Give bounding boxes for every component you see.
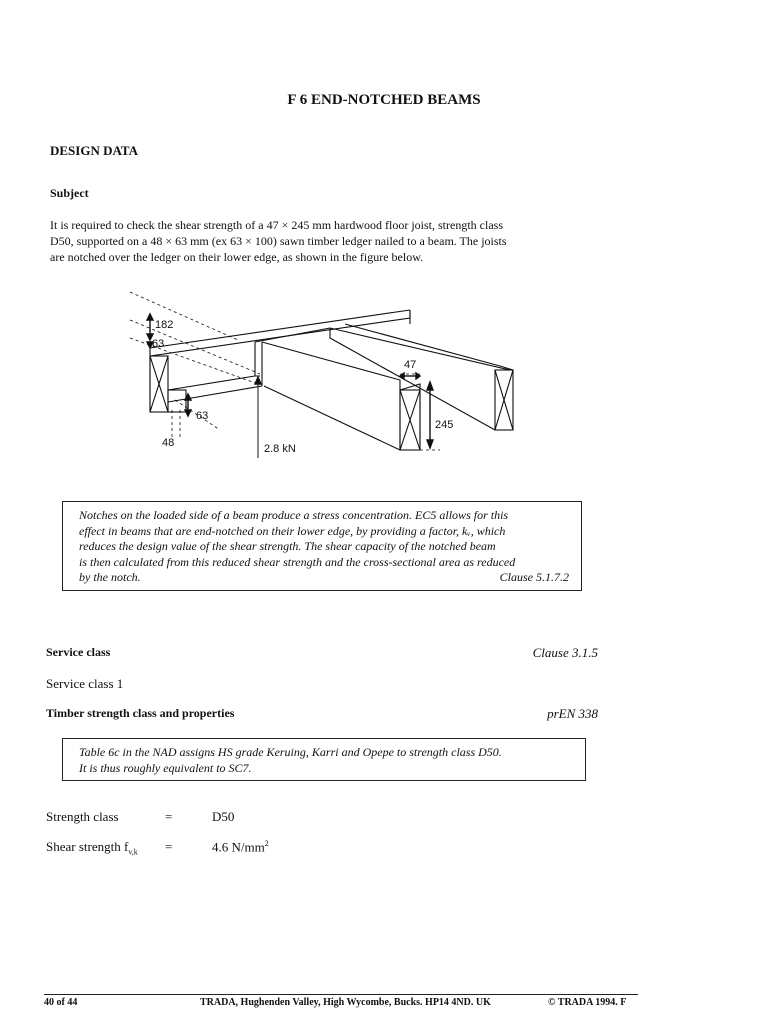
subject-line: are notched over the ledger on their lower edge, as shown in the figure below.	[50, 250, 424, 264]
subject-line: D50, supported on a 48 × 63 mm (ex 63 × 100) sawn timber ledger nailed to a beam. The joists	[50, 234, 507, 248]
dim-63-top-label: 63	[152, 338, 165, 350]
note-last-row	[79, 570, 569, 586]
shear-strength-value	[212, 839, 269, 855]
dim-245-label: 245	[435, 419, 454, 431]
note-line: effect in beams that are end-notched on their lower edge, by providing a factor, kᵥ, which	[79, 523, 506, 538]
subject-paragraph	[50, 217, 610, 265]
timber-note-line: Table 6c in the NAD assigns HS grade Keruing, Karri and Opepe to strength class D50.	[79, 745, 502, 759]
dim-47-label: 47	[404, 359, 417, 371]
shear-strength-sup: 2	[264, 839, 269, 848]
timber-ref: prEN 338	[547, 706, 598, 721]
design-data-heading: DESIGN DATA	[50, 143, 139, 158]
footer-page: 40 of 44	[44, 997, 78, 1008]
notch-note-box	[62, 501, 582, 591]
subject-heading: Subject	[50, 186, 89, 200]
dim-63-mid-label: 63	[196, 410, 209, 422]
timber-note-line: It is thus roughly equivalent to SC7.	[79, 760, 252, 775]
dim-182-label: 182	[155, 319, 174, 331]
note-clause: Clause 5.1.7.2	[499, 570, 569, 584]
timber-note-box	[62, 738, 586, 781]
strength-class-eq: =	[165, 809, 173, 824]
notched-beam-diagram	[0, 280, 768, 470]
shear-strength-sub: v,k	[128, 847, 138, 857]
shear-strength-label	[46, 839, 138, 857]
dim-48-label: 48	[162, 437, 175, 449]
subject-line: It is required to check the shear strength of a 47 × 245 mm hardwood floor joist, strength class	[50, 218, 503, 232]
footer-address: TRADA, Hughenden Valley, High Wycombe, Bucks. HP14 4ND. UK	[200, 997, 491, 1008]
service-class-heading: Service class	[46, 645, 111, 659]
strength-class-label: Strength class	[46, 809, 119, 824]
note-line: Notches on the loaded side of a beam produce a stress concentration. EC5 allows for this	[79, 508, 509, 522]
note-line: by the notch.	[79, 570, 141, 584]
note-line: is then calculated from this reduced shear strength and the cross-sectional area as reduced	[79, 554, 516, 569]
timber-heading: Timber strength class and properties	[46, 706, 235, 720]
footer-copyright: © TRADA 1994. F	[548, 997, 627, 1008]
shear-strength-text: Shear strength f	[46, 839, 129, 854]
footer-rule	[44, 994, 638, 995]
page-title: F 6 END-NOTCHED BEAMS	[287, 92, 481, 108]
service-class-clause: Clause 3.1.5	[532, 645, 598, 660]
load-label: 2.8 kN	[264, 443, 296, 455]
service-class-value: Service class 1	[46, 676, 124, 691]
shear-strength-number: 4.6 N/mm	[212, 839, 265, 855]
note-line: reduces the design value of the shear strength. The shear capacity of the notched beam	[79, 539, 496, 553]
strength-class-value: D50	[212, 809, 235, 824]
shear-strength-eq: =	[165, 839, 173, 854]
